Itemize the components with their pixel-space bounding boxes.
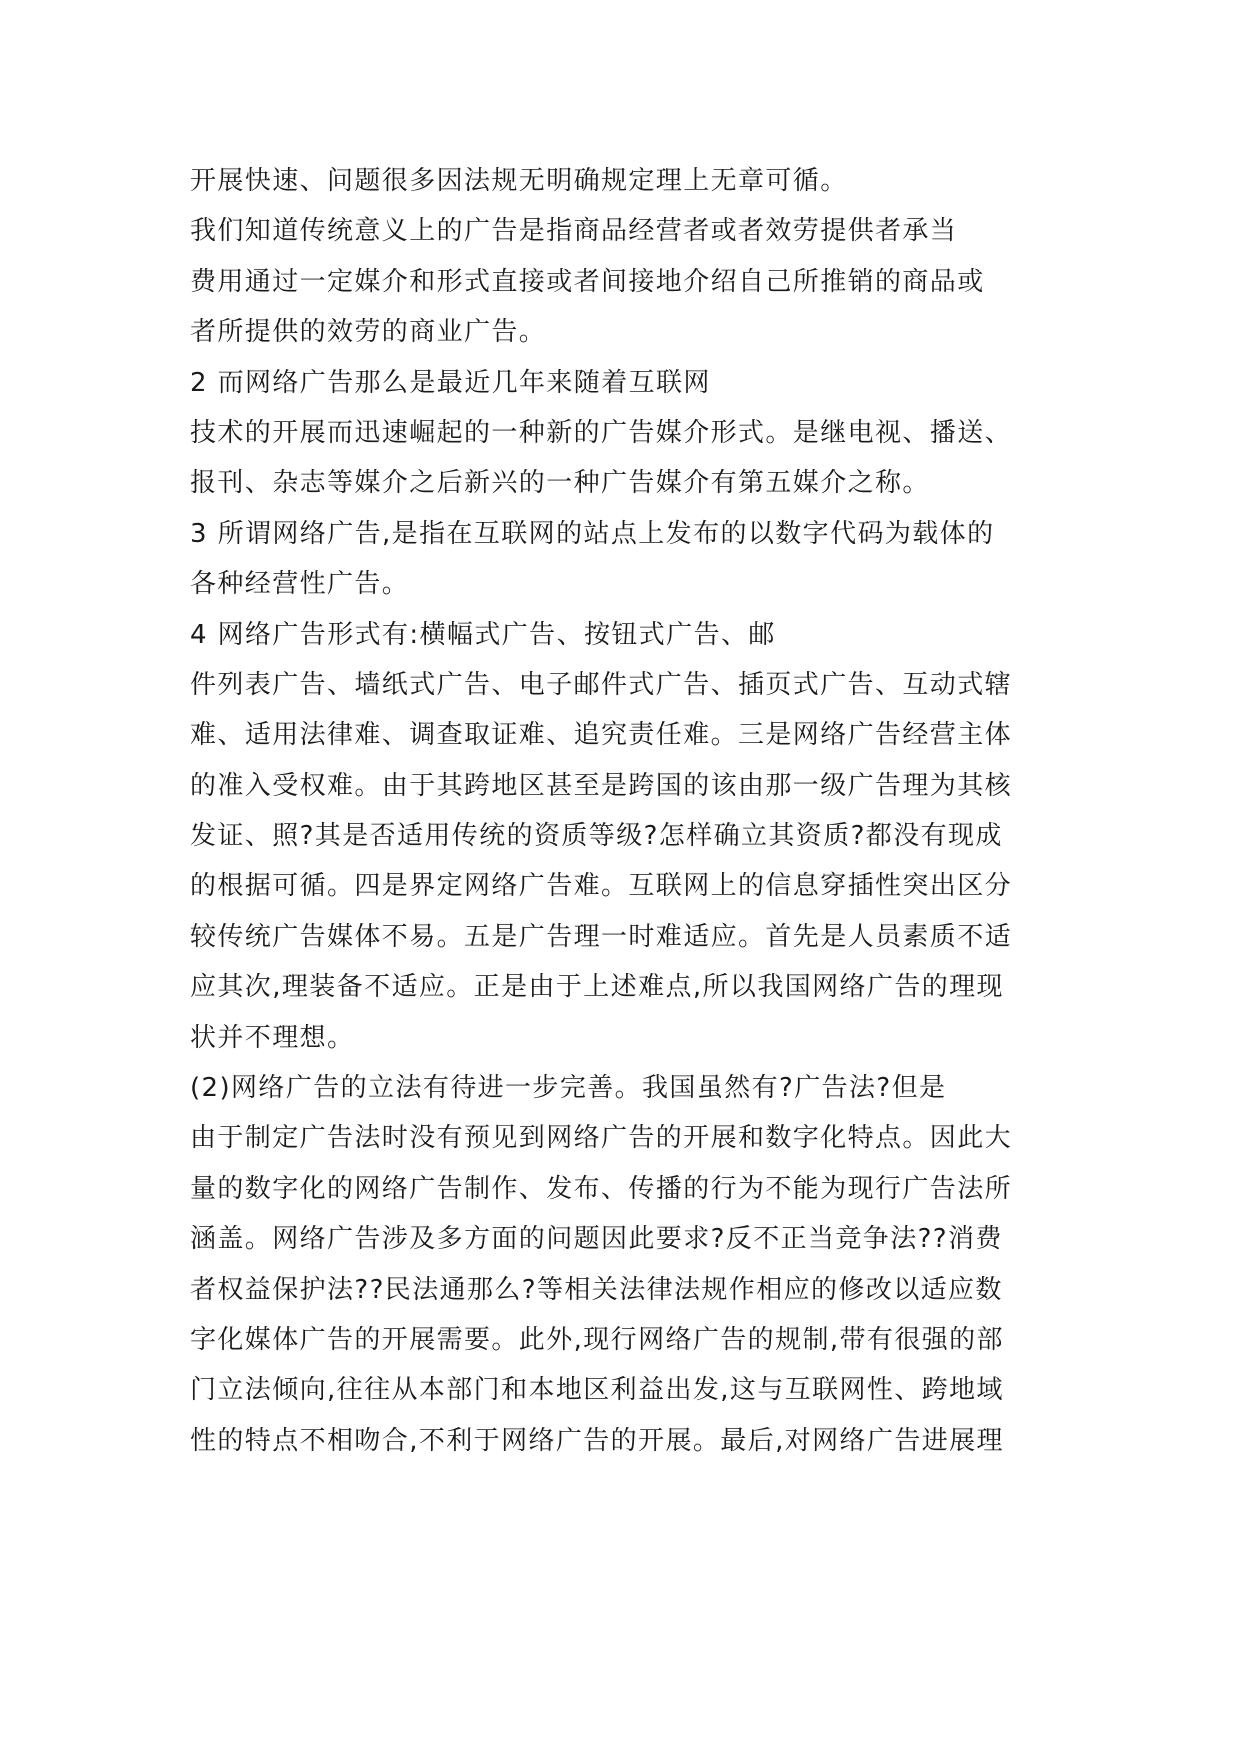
text-line: 性的特点不相吻合,不利于网络广告的开展。最后,对网络广告进展理 — [190, 1425, 1004, 1456]
text-line: 的根据可循。四是界定网络广告难。互联网上的信息穿插性突出区分 — [190, 871, 1013, 902]
text-line: 难、适用法律难、调查取证难、追究责任难。三是网络广告经营主体 — [190, 720, 1013, 751]
text-line: 应其次,理装备不适应。正是由于上述难点,所以我国网络广告的理现 — [190, 972, 1004, 1003]
text-line: 件列表广告、墙纸式广告、电子邮件式广告、插页式广告、互动式辖 — [190, 669, 1013, 700]
text-line: 字化媒体广告的开展需要。此外,现行网络广告的规制,带有很强的部 — [190, 1324, 1004, 1355]
text-line: 者所提供的效劳的商业广告。 — [190, 317, 547, 348]
text-line: 费用通过一定媒介和形式直接或者间接地介绍自己所推销的商品或 — [190, 266, 985, 297]
text-line: 量的数字化的网络广告制作、发布、传播的行为不能为现行广告法所 — [190, 1173, 1013, 1204]
text-line: 的准入受权难。由于其跨地区甚至是跨国的该由那一级广告理为其核 — [190, 770, 1013, 801]
text-line: 3 所谓网络广告,是指在互联网的站点上发布的以数字代码为载体的 — [190, 518, 995, 549]
text-line: 报刊、杂志等媒介之后新兴的一种广告媒介有第五媒介之称。 — [190, 468, 930, 499]
text-line: 开展快速、问题很多因法规无明确规定理上无章可循。 — [190, 166, 848, 196]
text-line: 较传统广告媒体不易。五是广告理一时难适应。首先是人员素质不适 — [190, 921, 1013, 952]
text-line: (2)网络广告的立法有待进一步完善。我国虽然有?广告法?但是 — [190, 1073, 947, 1104]
text-line: 4 网络广告形式有:横幅式广告、按钮式广告、邮 — [190, 619, 776, 650]
text-line: 技术的开展而迅速崛起的一种新的广告媒介形式。是继电视、播送、 — [190, 417, 1013, 448]
text-line: 状并不理想。 — [190, 1022, 355, 1053]
text-line: 我们知道传统意义上的广告是指商品经营者或者效劳提供者承当 — [190, 216, 958, 247]
text-line: 发证、照?其是否适用传统的资质等级?怎样确立其资质?都没有现成 — [190, 821, 1003, 852]
text-line: 各种经营性广告。 — [190, 569, 410, 600]
text-line: 涵盖。网络广告涉及多方面的问题因此要求?反不正当竞争法??消费 — [190, 1224, 1003, 1255]
text-line: 门立法倾向,往往从本部门和本地区利益出发,这与互联网性、跨地域 — [190, 1375, 1004, 1406]
body-text — [190, 156, 1070, 1466]
text-line: 2 而网络广告那么是最近几年来随着互联网 — [190, 367, 711, 398]
text-line: 者权益保护法??民法通那么?等相关法律法规作相应的修改以适应数 — [190, 1274, 1003, 1305]
text-line: 由于制定广告法时没有预见到网络广告的开展和数字化特点。因此大 — [190, 1123, 1013, 1154]
